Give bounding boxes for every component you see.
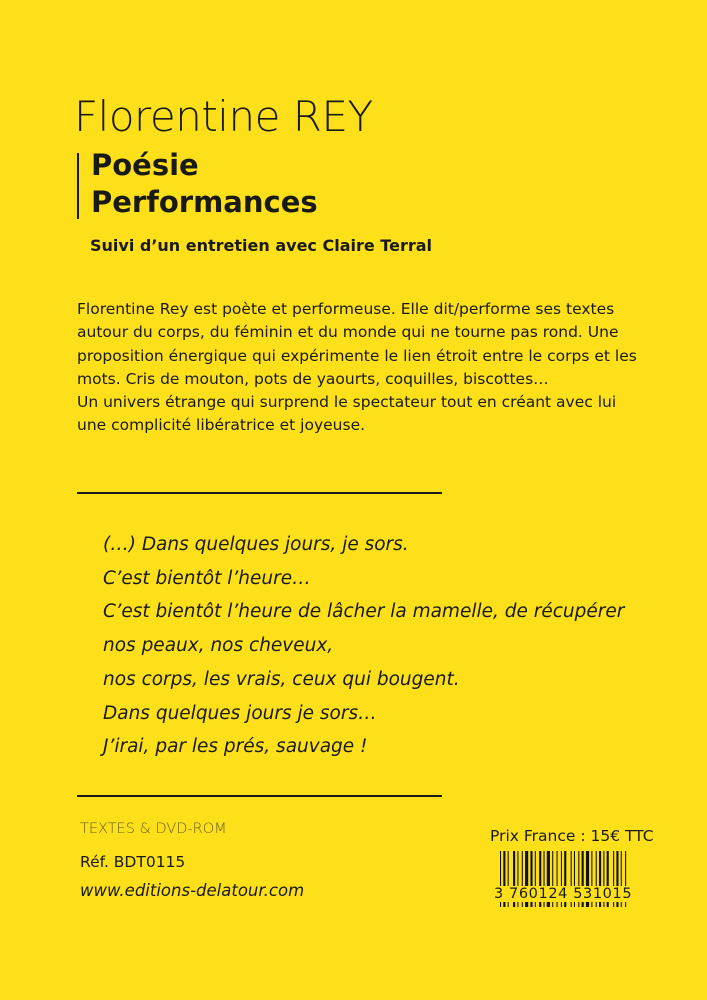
poem-line: C’est bientôt l’heure…: [103, 567, 311, 589]
poem-excerpt: [103, 528, 624, 764]
title-bar-divider: [77, 153, 79, 219]
book-title-line2: Performances: [91, 185, 318, 219]
barcode-number: 3 760124 531015: [494, 886, 633, 902]
price-label: Prix France : 15€ TTC: [490, 827, 654, 845]
poem-line: Dans quelques jours je sors…: [103, 702, 377, 724]
reference-number: Réf. BDT0115: [80, 853, 186, 871]
poem-line: nos corps, les vrais, ceux qui bougent.: [103, 668, 460, 690]
divider-bottom: [77, 795, 442, 797]
description-paragraph: Florentine Rey est poète et performeuse. Elle dit/performe ses textes autour du corps, du féminin et du monde qui ne tourne pas rond. Une proposition énergique qui expérimente le lien étroit entre le corps et les mots. Cris de mouton, pots de yaourts, coquilles, biscottes…: [77, 300, 637, 388]
poem-line: C’est bientôt l’heure de lâcher la mamelle, de récupérer: [103, 601, 625, 623]
subtitle: Suivi d’un entretien avec Claire Terral: [90, 236, 432, 255]
poem-line: J’irai, par les prés, sauvage !: [103, 736, 368, 758]
book-title-line1: Poésie: [91, 148, 199, 182]
description-paragraph-2: Un univers étrange qui surprend le spectateur tout en créant avec lui une complicité libératrice et joyeuse.: [77, 393, 617, 435]
publisher-website[interactable]: www.editions-delatour.com: [80, 881, 305, 900]
poem-line: nos peaux, nos cheveux,: [103, 635, 334, 657]
series-label: TEXTES & DVD-ROM: [80, 821, 227, 837]
author-name: Florentine REY: [74, 92, 373, 141]
divider-top: [77, 492, 442, 494]
poem-line: (…) Dans quelques jours, je sors.: [103, 534, 409, 555]
description: [77, 298, 637, 438]
